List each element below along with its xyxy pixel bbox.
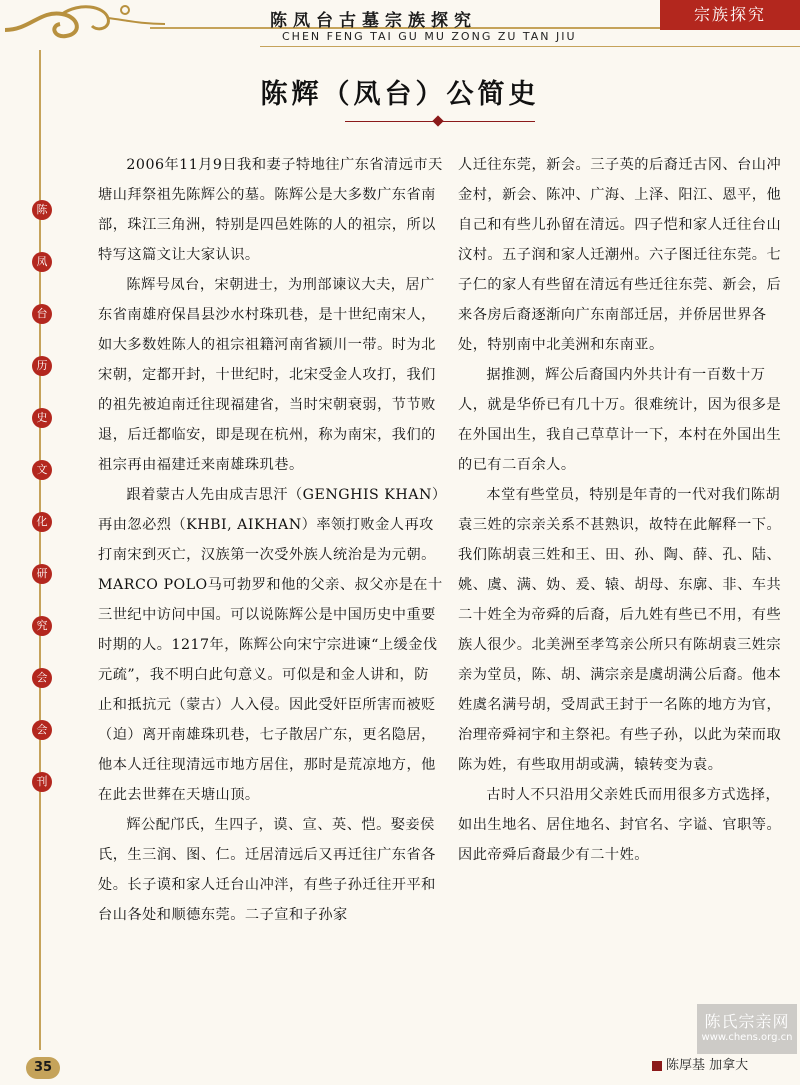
page-header <box>0 0 800 50</box>
square-bullet-icon <box>652 1061 662 1071</box>
site-watermark <box>697 1004 797 1054</box>
article-column-left <box>98 150 443 930</box>
sidebar-vertical-title <box>32 200 54 824</box>
article-paragraph: 本堂有些堂员，特别是年青的一代对我们陈胡袁三姓的宗亲关系不甚熟识，故特在此解释一下。我们陈胡袁三姓和王、田、孙、陶、薛、孔、陆、姚、虞、满、妫、爰、辕、胡母、东廓、非、车共二十姓全为帝舜的后裔，后九姓有些已不用，有些族人很少。北美洲至孝笃亲公所只有陈胡袁三姓宗亲为堂员，陈、胡、满宗亲是虞胡满公后裔。他本姓虞名满号胡，受周武王封于一名陈的地方为官，治理帝舜祠宇和主祭祀。有些子孙，以此为荣而取陈为姓，有些取用胡或满，辕转变为袁。 <box>458 487 782 773</box>
watermark-title: 陈氏宗亲网 <box>704 1012 790 1031</box>
sidebar-char: 台 <box>32 304 52 324</box>
article-author <box>652 1054 748 1073</box>
article-column-right <box>458 150 784 870</box>
sidebar-char: 化 <box>32 512 52 532</box>
page-number: 35 <box>26 1057 60 1079</box>
sidebar-char: 历 <box>32 356 52 376</box>
article-paragraph: 跟着蒙古人先由成吉思汗（GENGHIS KHAN）再由忽必烈（KHBI, AIKHAN）率领打败金人再攻打南宋到灭亡，汉族第一次受外族人统治是为元朝。MARCO POLO马可勃罗和他的父亲、叔父亦是在十三世纪中访问中国。可以说陈辉公是中国历史中重要时期的人。1217年，陈辉公向宋宁宗进谏“上缓金伐元疏”，我不明白此句意义。可似是和金人讲和，防止和抵抗元（蒙古）人入侵。因此受奸臣所害而被贬（迫）离开南雄珠玑巷，七子散居广东，更名隐居，他本人迁往现清远市地方居住，那时是荒凉地方，他在此去世葬在天塘山顶。 <box>98 487 443 803</box>
magazine-subtitle: CHEN FENG TAI GU MU ZONG ZU TAN JIU <box>282 30 577 43</box>
diamond-ornament-icon <box>432 115 443 126</box>
article-paragraph: 2006年11月9日我和妻子特地往广东省清远市天塘山拜祭祖先陈辉公的墓。陈辉公是大多数广东省南部，珠江三角洲，特别是四邑姓陈的人的祖宗，所以特写这篇文让大家认识。 <box>98 157 443 263</box>
sidebar-char: 刊 <box>32 772 52 792</box>
author-name: 陈厚基 加拿大 <box>666 1058 749 1073</box>
article-title: 陈辉（凤台）公简史 <box>260 79 540 110</box>
sidebar-char: 会 <box>32 720 52 740</box>
sidebar-char: 会 <box>32 668 52 688</box>
header-rule-lower <box>260 46 800 47</box>
article-paragraph: 古时人不只沿用父亲姓氏而用很多方式选择，如出生地名、居住地名、封官名、字谥、官职等。因此帝舜后裔最少有二十姓。 <box>458 787 782 863</box>
magazine-title: 陈凤台古墓宗族探究 <box>270 11 477 31</box>
section-tab: 宗族探究 <box>660 0 800 30</box>
sidebar-char: 文 <box>32 460 52 480</box>
article-paragraph-continued: 人迁往东莞，新会。三子英的后裔迁古冈、台山冲金村，新会、陈冲、广海、上泽、阳江、恩平，他自己和有些儿孙留在清远。四子恺和家人迁往台山汶村。五子润和家人迁潮州。六子图迁往东莞。七子仁的家人有些留在清远有些迁往东莞、新会，后来各房后裔逐渐向广东南部迁居，并侨居世界各处，特别南中北美洲和东南亚。 <box>458 157 782 353</box>
watermark-url: www.chens.org.cn <box>701 1032 793 1043</box>
sidebar-char: 史 <box>32 408 52 428</box>
article-paragraph: 陈辉号凤台，宋朝进士，为刑部谏议大夫，居广东省南雄府保昌县沙水村珠玑巷，是十世纪南宋人，如大多数姓陈人的祖宗祖籍河南省颍川一带。时为北宋朝，定都开封，十世纪时，北宋受金人攻打，我们的祖先被迫南迁往现福建省，当时宋朝衰弱，节节败退，后迁都临安，即是现在杭州，称为南宋，我们的祖宗再由福建迁来南雄珠玑巷。 <box>98 277 436 473</box>
sidebar-char: 究 <box>32 616 52 636</box>
sidebar-char: 凤 <box>32 252 52 272</box>
sidebar-char: 陈 <box>32 200 52 220</box>
cloud-swirl-ornament <box>0 0 170 50</box>
sidebar-char: 研 <box>32 564 52 584</box>
article-paragraph: 辉公配邝氏，生四子，谟、宣、英、恺。娶妾侯氏，生三润、图、仁。迁居清远后又再迁往广东省各处。长子谟和家人迁台山冲泮，有些子孙迁往开平和台山各处和顺德东莞。二子宣和子孙家 <box>98 817 436 923</box>
article-paragraph: 据推测，辉公后裔国内外共计有一百数十万人，就是华侨已有几十万。很难统计，因为很多是在外国出生，我自己草草计一下，本村在外国出生的已有二百余人。 <box>458 367 782 473</box>
